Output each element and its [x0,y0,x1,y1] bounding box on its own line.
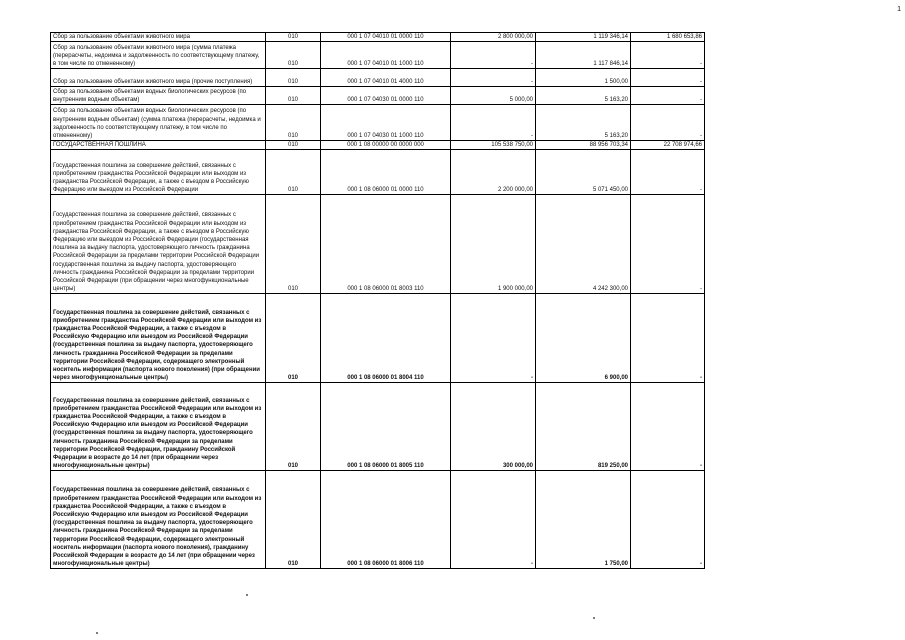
table-row [51,33,705,42]
row-line-code: 010 [266,33,321,42]
row-line-code: 010 [266,42,321,69]
row-approved-amount: - [451,69,536,87]
scan-speck [593,617,595,619]
row-line-code: 010 [266,150,321,195]
row-unexecuted-amount: - [631,150,705,195]
row-executed-amount: 1 119 346,14 [536,33,631,42]
row-line-code: 010 [266,87,321,105]
row-budget-code: 000 1 07 04010 01 4000 110 [321,69,451,87]
row-line-code: 010 [266,471,321,569]
row-budget-code: 000 1 07 04030 01 0000 110 [321,87,451,105]
table-row [51,105,705,141]
row-approved-amount: - [451,105,536,141]
row-line-code: 010 [266,141,321,150]
row-name-cell [51,471,266,569]
row-executed-amount: 4 242 300,00 [536,195,631,294]
row-unexecuted-amount: - [631,383,705,471]
table-row [51,294,705,383]
row-executed-amount: 1 117 846,14 [536,42,631,69]
table-row [51,383,705,471]
row-name: ГОСУДАРСТВЕННАЯ ПОШЛИНА [53,142,146,149]
row-line-code: 010 [266,69,321,87]
row-name: Государственная пошлина за совершение действий, связанных с приобретением гражданства Российской Федерации или выходом из гражданства Российской Федерации, а также с въездом в Российскую Федерацию или выездом из Российской Федерации (государственная пошлина за выдачу паспорта, удостоверяющего личность гражданина Российской Федерации за пределами территории Российской Федерации, гражданину Российской Федерации в возрасте до 14 лет (при обращении через многофункциональные центры) [53,397,262,470]
row-unexecuted-amount: - [631,195,705,294]
table-row [51,141,705,150]
row-budget-code: 000 1 08 06000 01 8003 110 [321,195,451,294]
row-name-cell [51,69,266,87]
row-name-cell [51,195,266,294]
table-row [51,69,705,87]
row-unexecuted-amount: 22 708 974,66 [631,141,705,150]
row-executed-amount: 6 900,00 [536,294,631,383]
row-name: Сбор за пользование объектами водных биологических ресурсов (по внутренним водным объектам) [53,88,247,103]
row-budget-code: 000 1 07 04010 01 1000 110 [321,42,451,69]
row-executed-amount: 5 163,20 [536,87,631,105]
row-line-code: 010 [266,105,321,141]
page-number: 1 [897,6,901,13]
row-name-cell [51,294,266,383]
row-line-code: 010 [266,383,321,471]
table-row [51,42,705,69]
row-executed-amount: 819 250,00 [536,383,631,471]
row-name: Сбор за пользование объектами животного мира (прочие поступления) [53,79,253,85]
row-name: Государственная пошлина за совершение действий, связанных с приобретением гражданства Российской Федерации или выходом из гражданства Российской Федерации, а также с въездом в Российскую Федерацию или выездом из Российской Федерации (государственная пошлина за выдачу паспорта, удостоверяющего личность гражданина Российской Федерации за пределами территории Российской Федерации, содержащего электронный носитель информации (паспорта нового поколения) (при обращении через многофункциональные центры) [53,309,262,382]
row-name-cell [51,105,266,141]
row-unexecuted-amount: - [631,69,705,87]
row-approved-amount: 300 000,00 [451,383,536,471]
row-name-cell [51,87,266,105]
row-approved-amount: - [451,471,536,569]
row-name-cell [51,150,266,195]
row-executed-amount: 1 500,00 [536,69,631,87]
row-name-cell [51,42,266,69]
row-approved-amount: 2 800 000,00 [451,33,536,42]
row-name-cell [51,383,266,471]
row-executed-amount: 5 071 450,00 [536,150,631,195]
row-budget-code: 000 1 07 04030 01 1000 110 [321,105,451,141]
row-name: Государственная пошлина за совершение действий, связанных с приобретением гражданства Российской Федерации или выходом из гражданства Российской Федерации, а также с въездом в Российскую Федерацию или выездом из Российской Федерации (государственная пошлина за выдачу паспорта, удостоверяющего личность гражданина Российской Федерации за пределами территории Российской Федерации, содержащего электронный носитель информации (паспорта нового поколения), гражданину Российской Федерации в возрасте до 14 лет (при обращении через многофункциональные центры) [53,487,262,568]
row-name: Сбор за пользование объектами водных биологических ресурсов (по внутренним водным объектам) (сумма платежа (перерасчеты, недоимка и задолженность по соответствующему платежу, в том числе по отмененному) [53,108,261,139]
row-unexecuted-amount: - [631,471,705,569]
row-unexecuted-amount: - [631,294,705,383]
row-executed-amount: 5 163,20 [536,105,631,141]
row-name: Сбор за пользование объектами животного мира [53,34,190,40]
row-name: Государственная пошлина за совершение действий, связанных с приобретением гражданства Российской Федерации или выходом из гражданства Российской Федерации, а также с въездом в Российскую Федерацию или выездом из Российской Федерации [53,162,249,194]
row-executed-amount: 1 750,00 [536,471,631,569]
revenue-table [50,32,705,569]
table-row [51,195,705,294]
row-budget-code: 000 1 08 06000 01 8005 110 [321,383,451,471]
row-name-cell [51,141,266,150]
table-row [51,87,705,105]
row-line-code: 010 [266,294,321,383]
row-name-cell [51,33,266,42]
row-budget-code: 000 1 08 06000 01 0000 110 [321,150,451,195]
scan-speck [96,632,98,634]
row-line-code: 010 [266,195,321,294]
table-body [51,33,705,569]
row-approved-amount: 2 200 000,00 [451,150,536,195]
row-approved-amount: 1 900 000,00 [451,195,536,294]
row-executed-amount: 88 956 703,34 [536,141,631,150]
row-name: Государственная пошлина за совершение действий, связанных с приобретением гражданства Российской Федерации или выходом из гражданства Российской Федерации, а также с въездом в Российскую Федерацию или выездом из Российской Федерации (государственная пошлина за выдачу паспорта, удостоверяющего личность гражданина Российской Федерации за пределами территории Российской Федерации государственная пошлина за выдачу паспорта, удостоверяющего личность гражданина Российской Федерации за пределами территории Российской Федерации (при обращении через многофункциональные центры) [53,212,260,293]
row-approved-amount: 105 538 750,00 [451,141,536,150]
row-budget-code: 000 1 08 06000 01 8004 110 [321,294,451,383]
row-budget-code: 000 1 07 04010 01 0000 110 [321,33,451,42]
row-approved-amount: 5 000,00 [451,87,536,105]
scan-speck [246,594,248,596]
table-row [51,150,705,195]
row-name: Сбор за пользование объектами животного мира (сумма платежа (перерасчеты, недоимка и задолженность по соответствующему платежу, в том числе по отмененному) [53,44,260,67]
row-approved-amount: - [451,42,536,69]
row-unexecuted-amount: - [631,105,705,141]
row-budget-code: 000 1 08 00000 00 0000 000 [321,141,451,150]
row-unexecuted-amount: - [631,87,705,105]
row-approved-amount: - [451,294,536,383]
row-budget-code: 000 1 08 06000 01 8006 110 [321,471,451,569]
table-row [51,471,705,569]
row-unexecuted-amount: - [631,42,705,69]
row-unexecuted-amount: 1 680 653,86 [631,33,705,42]
